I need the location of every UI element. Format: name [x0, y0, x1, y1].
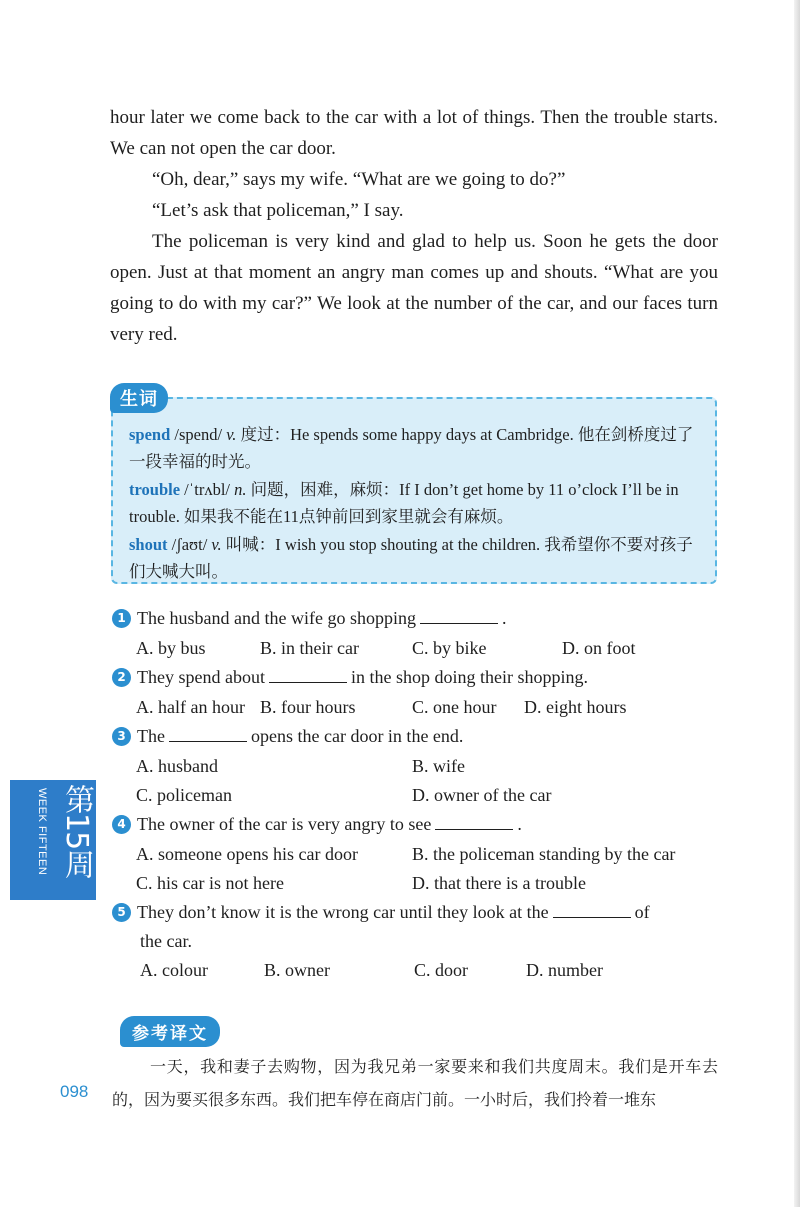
- question-number-badge: 4: [112, 815, 131, 834]
- reference-translation: [112, 1050, 718, 1116]
- story-paragraph: “Let’s ask that policeman,” I say.: [152, 200, 404, 221]
- question-2: [112, 667, 588, 688]
- vocab-definition: 度过：He spends some happy days at Cambridge. 他在剑桥度过了一段幸福的时光。: [129, 425, 694, 471]
- answer-blank[interactable]: [435, 815, 513, 830]
- option[interactable]: C. one hour: [412, 697, 497, 717]
- option[interactable]: D. number: [526, 960, 603, 980]
- question-text-after: opens the car door in the end.: [250, 726, 464, 746]
- vocab-entry: [129, 531, 701, 585]
- question-number-badge: 5: [112, 903, 131, 922]
- reference-title: 参考译文: [120, 1016, 220, 1047]
- question-text: They don’t know it is the wrong car until they look at the: [137, 902, 549, 922]
- vocab-definition: 叫喊：I wish you stop shouting at the children. 我希望你不要对孩子们大喊大叫。: [129, 535, 693, 581]
- question-text-after: of: [634, 902, 650, 922]
- page-edge: [794, 0, 800, 1207]
- question-text: The owner of the car is very angry to see: [137, 814, 432, 834]
- vocabulary-box: [111, 389, 717, 584]
- vocab-definition: 问题，困难，麻烦：If I don’t get home by 11 o’clock I’ll be in trouble. 如果我不能在11点钟前回到家里就会有麻烦。: [129, 480, 679, 526]
- vocab-phonetic: /ˈtrʌbl/: [184, 480, 230, 499]
- option[interactable]: C. policeman: [136, 785, 232, 805]
- option[interactable]: B. wife: [412, 756, 465, 776]
- vocab-word: shout: [129, 535, 168, 554]
- vocab-pos: n.: [234, 480, 247, 499]
- answer-blank[interactable]: [269, 668, 347, 683]
- option[interactable]: D. that there is a trouble: [412, 873, 586, 893]
- question-text-after: in the shop doing their shopping.: [350, 667, 588, 687]
- question-number-badge: 3: [112, 727, 131, 746]
- vocabulary-title: 生词: [110, 383, 168, 413]
- week-number: 第15周: [59, 784, 94, 879]
- question-number-badge: 2: [112, 668, 131, 687]
- vocab-word: spend: [129, 425, 171, 444]
- option[interactable]: C. by bike: [412, 638, 487, 658]
- question-number-badge: 1: [112, 609, 131, 628]
- vocab-word: trouble: [129, 480, 181, 499]
- option[interactable]: D. owner of the car: [412, 785, 552, 805]
- question-text: The: [137, 726, 165, 746]
- question-text-continued: the car.: [140, 931, 192, 951]
- vocabulary-entries: [129, 421, 701, 586]
- vocab-entry: [129, 421, 701, 475]
- week-tab: [10, 780, 96, 900]
- option[interactable]: A. husband: [136, 756, 218, 776]
- question-1: [112, 608, 506, 629]
- question-5: [112, 902, 650, 923]
- answer-blank[interactable]: [553, 903, 631, 918]
- answer-blank[interactable]: [169, 727, 247, 742]
- option[interactable]: C. door: [414, 960, 468, 980]
- option[interactable]: A. by bus: [136, 638, 206, 658]
- question-text: They spend about: [137, 667, 265, 687]
- page-number: 098: [60, 1082, 89, 1101]
- week-label: WEEK FIFTEEN: [36, 788, 48, 876]
- option[interactable]: B. four hours: [260, 697, 356, 717]
- option[interactable]: A. someone opens his car door: [136, 844, 358, 864]
- question-3: [112, 726, 463, 747]
- option[interactable]: C. his car is not here: [136, 873, 284, 893]
- question-4: [112, 814, 522, 835]
- answer-blank[interactable]: [420, 609, 498, 624]
- option[interactable]: B. the policeman standing by the car: [412, 844, 676, 864]
- vocab-entry: [129, 476, 701, 530]
- story-paragraph: hour later we come back to the car with a lot of things. Then the trouble starts. We can not open the car door.: [110, 107, 718, 159]
- option[interactable]: B. owner: [264, 960, 330, 980]
- option[interactable]: D. eight hours: [524, 697, 627, 717]
- vocab-phonetic: /spend/: [174, 425, 223, 444]
- vocab-phonetic: /ʃaʊt/: [171, 535, 208, 554]
- story-paragraph: “Oh, dear,” says my wife. “What are we going to do?”: [152, 169, 566, 190]
- story-paragraph: The policeman is very kind and glad to help us. Soon he gets the door open. Just at that moment an angry man comes up and shouts. “What are you going to do with my car?” We look at the number of the car, and our faces turn very red.: [110, 231, 718, 345]
- option[interactable]: A. half an hour: [136, 697, 245, 717]
- vocab-pos: v.: [211, 535, 222, 554]
- story-text: [110, 102, 718, 350]
- option[interactable]: D. on foot: [562, 638, 636, 658]
- question-text: The husband and the wife go shopping: [137, 608, 416, 628]
- question-text-after: .: [501, 608, 507, 628]
- question-text-after: .: [517, 814, 522, 834]
- option[interactable]: B. in their car: [260, 638, 359, 658]
- reference-paragraph: 一天，我和妻子去购物，因为我兄弟一家要来和我们共度周末。我们是开车去的，因为要买很多东西。我们把车停在商店门前。一小时后，我们拎着一堆东: [112, 1057, 718, 1109]
- vocab-pos: v.: [226, 425, 237, 444]
- option[interactable]: A. colour: [140, 960, 208, 980]
